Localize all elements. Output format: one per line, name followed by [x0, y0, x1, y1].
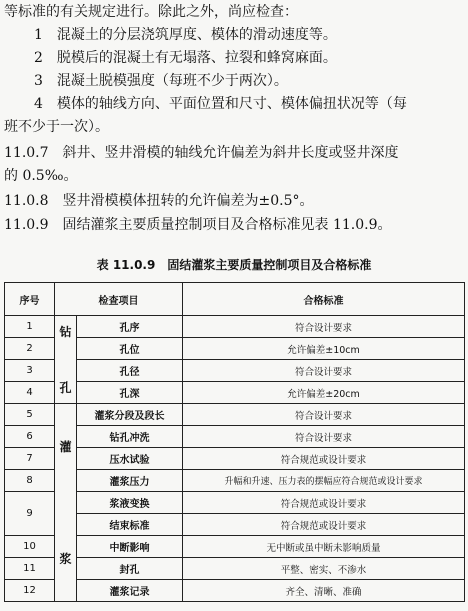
row-standard: 符合设计要求	[183, 360, 465, 382]
table-header-row	[5, 283, 465, 316]
row-no: 3	[5, 360, 55, 382]
row-no: 8	[5, 470, 55, 492]
row-standard: 无中断或虽中断未影响质量	[183, 536, 465, 558]
row-no: 10	[5, 536, 55, 558]
row-item: 钻孔冲洗	[77, 426, 183, 448]
row-item: 灌浆记录	[77, 580, 183, 602]
clause-11-0-7-continuation: 的 0.5‰。	[4, 168, 78, 184]
row-item: 封孔	[77, 558, 183, 580]
row-standard: 允许偏差±20cm	[183, 382, 465, 404]
row-standard: 符合设计要求	[183, 426, 465, 448]
row-no: 1	[5, 316, 55, 338]
row-standard: 允许偏差±10cm	[183, 338, 465, 360]
group-drilling: 钻 孔	[55, 316, 77, 404]
row-item: 灌浆压力	[77, 470, 183, 492]
clause-11-0-9: 11.0.9 固结灌浆主要质量控制项目及合格标准见表 11.0.9。	[4, 217, 392, 233]
check-item-4-continuation: 班不少于一次）。	[4, 119, 109, 135]
row-item: 浆液变换	[77, 492, 183, 514]
table-row	[5, 316, 465, 338]
row-standard: 升幅和升速、压力表的摆幅应符合规范或设计要求	[183, 470, 465, 492]
row-item: 灌浆分段及段长	[77, 404, 183, 426]
header-standard: 合格标准	[183, 283, 465, 316]
row-item: 孔序	[77, 316, 183, 338]
table-caption: 表 11.0.9 固结灌浆主要质量控制项目及合格标准	[96, 258, 372, 272]
check-item-3: 3 混凝土脱模强度（每班不少于两次）。	[34, 73, 288, 89]
row-item: 孔深	[77, 382, 183, 404]
table-row	[5, 404, 465, 426]
clause-11-0-7: 11.0.7 斜井、竖井滑模的轴线允许偏差为斜井长度或竖井深度	[4, 145, 399, 161]
row-standard: 齐全、清晰、准确	[183, 580, 465, 602]
row-no: 9	[5, 492, 55, 536]
check-item-2: 2 脱模后的混凝土有无塌落、拉裂和蜂窝麻面。	[34, 50, 337, 66]
row-item: 结束标准	[77, 514, 183, 536]
row-no: 2	[5, 338, 55, 360]
header-no: 序号	[5, 283, 55, 316]
row-no: 7	[5, 448, 55, 470]
row-item: 压水试验	[77, 448, 183, 470]
row-standard: 符合规范或设计要求	[183, 448, 465, 470]
row-standard: 符合设计要求	[183, 404, 465, 426]
row-item: 孔径	[77, 360, 183, 382]
row-standard: 符合规范或设计要求	[183, 514, 465, 536]
row-no: 5	[5, 404, 55, 426]
row-no: 6	[5, 426, 55, 448]
row-no: 4	[5, 382, 55, 404]
clause-11-0-8: 11.0.8 竖井滑模模体扭转的允许偏差为±0.5°。	[4, 193, 314, 209]
row-standard: 平整、密实、不渗水	[183, 558, 465, 580]
quality-control-table	[4, 282, 465, 602]
paragraph-continuation: 等标准的有关规定进行。除此之外，尚应检查：	[4, 4, 298, 20]
group-grouting: 灌 浆	[55, 404, 77, 602]
check-item-4: 4 模体的轴线方向、平面位置和尺寸、模体偏扭状况等（每	[34, 96, 407, 112]
row-no: 12	[5, 580, 55, 602]
row-item: 孔位	[77, 338, 183, 360]
check-item-1: 1 混凝土的分层浇筑厚度、模体的滑动速度等。	[34, 27, 337, 43]
row-standard: 符合规范或设计要求	[183, 492, 465, 514]
header-item: 检查项目	[55, 283, 183, 316]
row-no: 11	[5, 558, 55, 580]
row-standard: 符合设计要求	[183, 316, 465, 338]
row-item: 中断影响	[77, 536, 183, 558]
